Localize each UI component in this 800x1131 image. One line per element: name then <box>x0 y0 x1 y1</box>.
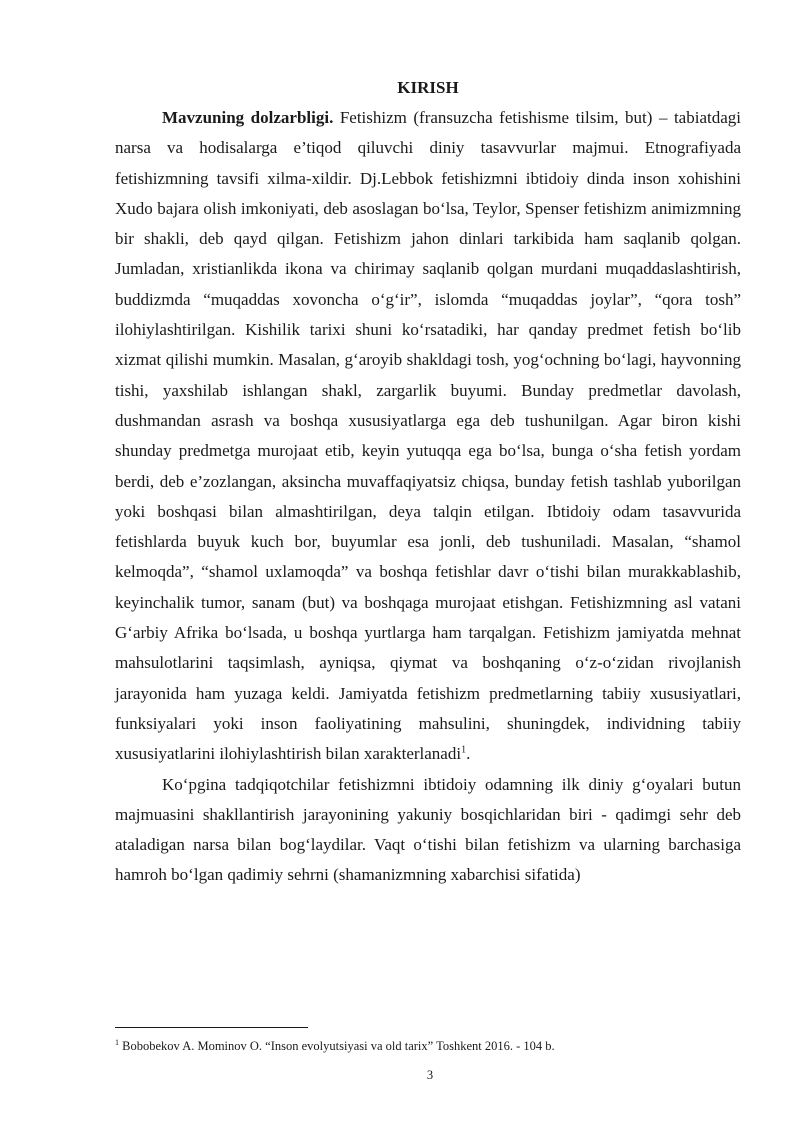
paragraph-lead: Mavzuning dolzarbligi. <box>162 108 334 127</box>
footnote-text: Bobobekov A. Mominov O. “Inson evolyutsiyasi va old tarix” Toshkent 2016. - 104 b. <box>119 1039 555 1053</box>
paragraph-1-body: Fetishizm (fransuzcha fetishisme tilsim, but) – tabiatdagi narsa va hodisalarga e’tiqod qiluvchi diniy tasavvurlar majmui. Etnografiyada fetishizmning tavsifi xilma-xildir. Dj.Lebbok fetishizmni ibtidoiy dinda inson xohishini Xudo bajara olish imkoniyati, deb asoslagan bo‘lsa, Teylor, Spenser fetishizm animizmning bir shakli, deb qayd qilgan. Fetishizm jahon dinlari tarkibida ham saqlanib qolgan. Jumladan, xristianlikda ikona va chirimay saqlanib qolgan murdani muqaddaslashtirish, buddizmda “muqaddas xovoncha o‘g‘ir”, islomda “muqaddas joylar”, “qora tosh” ilohiylashtirilgan. Kishilik tarixi shuni ko‘rsatadiki, har qanday predmet fetish bo‘lib xizmat qilishi mumkin. Masalan, g‘aroyib shakldagi tosh, yog‘ochning bo‘lagi, hayvonning tishi, yaxshilab ishlangan shakl, zargarlik buyumi. Bunday predmetlar davolash, dushmandan asrash va boshqa xususiyatlarga ega deb tushunilgan. Agar biron kishi shunday predmetga murojaat etib, keyin yutuqqa ega bo‘lsa, bunga o‘sha fetish yordam berdi, deb e’zozlangan, aksincha muvaffaqiyatsiz chiqsa, bunday fetish tashlab yuborilgan yoki boshqasi bilan almashtirilgan, deya talqin etilgan. Ibtidoiy odam tasavvurida fetishlarda buyuk kuch bor, buyumlar esa jonli, deb tushuniladi. Masalan, “shamol kelmoqda”, “shamol uxlamoqda” va boshqa fetishlar davr o‘tishi bilan murakkablashib, keyinchalik tumor, sanam (but) va boshqaga murojaat etishgan. Fetishizmning asl vatani G‘arbiy Afrika bo‘lsada, u boshqa yurtlarga ham tarqalgan. Fetishizm jamiyatda mehnat mahsulotlarini taqsimlash, ayniqsa, qiymat va boshqaning o‘z-o‘zidan rivojlanish jarayonida ham yuzaga keldi. Jamiyatda fetishizm predmetlarning tabiiy xususiyatlari, funksiyalari yoki inson faoliyatining mahsulini, shuningdek, individning tabiiy xususiyatlarini ilohiylashtirish bilan xarakterlanadi <box>115 108 741 764</box>
paragraph-1 <box>115 103 741 770</box>
paragraph-1-end: . <box>466 744 471 764</box>
page-body <box>115 74 741 891</box>
paragraph-2: Ko‘pgina tadqiqotchilar fetishizmni ibtidoiy odamning ilk diniy g‘oyalari butun majmuasini shakllantirish jarayonining yakuniy bosqichlaridan biri - qadimgi sehr deb ataladigan narsa bilan bog‘laydilar. Vaqt o‘tishi bilan fetishizm va ularning barchasiga hamroh bo‘lgan qadimiy sehrni (shamanizmning xabarchisi sifatida) <box>115 774 741 885</box>
footnote-divider <box>115 1027 308 1028</box>
footnote <box>115 1038 741 1054</box>
footnote-mark: 1 <box>115 1037 119 1047</box>
page-number: 3 <box>426 1068 434 1082</box>
footnote-reference[interactable]: 1 <box>461 744 467 756</box>
section-heading: KIRISH <box>397 78 459 97</box>
